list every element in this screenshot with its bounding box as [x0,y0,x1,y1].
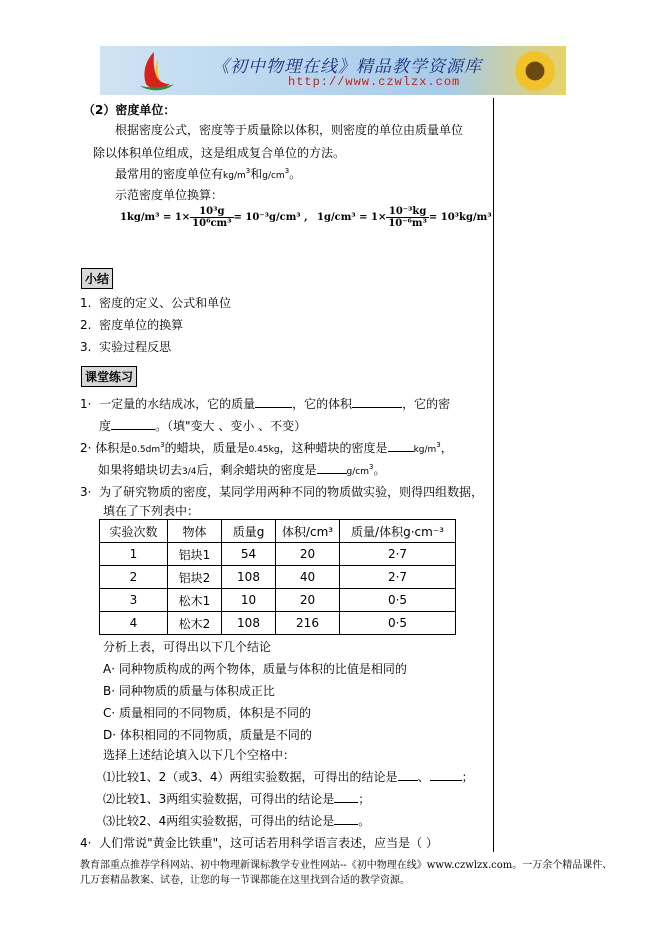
table-cell: 松木1 [168,589,222,612]
practice-tag: 课堂练习 [81,366,137,387]
header-banner [100,46,566,95]
and-text: 和 [250,167,263,181]
q3-line1-text: 为了研究物质的密度，某同学用两种不同的物质做实验，则得四组数据， [99,485,484,499]
q3-option [103,682,275,699]
q2-line2-p1: 如果将蜡块切去 [98,463,183,477]
formula2-fraction [386,206,429,229]
q1-mass-blank[interactable] [255,396,292,408]
table-row [100,589,456,612]
common-units-line [115,165,301,182]
q4-number: 4· [80,836,92,850]
q1-number: 1· [80,397,92,411]
table-header-row [100,520,456,543]
table-header-cell: 质量/体积g·cm⁻³ [340,520,456,543]
q2-unit-g-cm3: g/cm [346,467,369,477]
q3-option-label: C· [103,706,116,720]
q3-option [103,660,407,677]
footer-line2: 几万套精品教案、试卷，让您的每一节课都能在这里找到合适的教学资源。 [80,875,410,886]
common-units-text: 最常用的密度单位有 [115,167,224,181]
experiment-table [99,519,456,635]
q3-option-label: D· [103,728,117,742]
summary-item-num: 2. [80,318,92,332]
formula1-fraction [190,206,233,229]
q1-text-part4: 度 [99,419,112,433]
site-logo-icon [136,50,176,92]
q3-fill-blank[interactable] [398,769,418,781]
table-cell: 40 [276,566,340,589]
summary-item-num: 3. [80,340,92,354]
table-header-cell: 质量g [222,520,276,543]
q3-option-text: 体积相同的不同物质，质量是不同的 [119,728,312,742]
table-cell: 2·7 [340,543,456,566]
formula1-lhs: 1kg/m³ = 1× [120,212,191,223]
summary-item-text: 密度单位的换算 [99,318,184,332]
q3-fill-separator: 、 [417,770,430,784]
question-2-line1 [80,439,453,456]
footer-line1: 教育部重点推荐学科网站、初中物理新课标教学专业性网站--《初中物理在线》www.czwlzx.com。一万余个精品课件、 [80,860,613,871]
table-cell: 0·5 [340,612,456,635]
summary-item [80,338,171,355]
q3-fill-text: ⑴比较1、2（或3、4）两组实验数据，可得出的结论是 [103,770,398,784]
q3-fill-text: ⑵比较1、3两组实验数据，可得出的结论是 [103,792,335,806]
q3-number: 3· [80,485,92,499]
banner-url[interactable]: http://www.czwlzx.com [288,75,461,89]
q1-density-blank[interactable] [111,418,155,430]
q3-fill-end: ； [358,792,371,806]
density-unit-para-line2: 除以体积单位组成，这是组成复合单位的方法。 [93,146,346,160]
table-cell: 2·7 [340,566,456,589]
q1-text-part3: ，它的密 [402,397,451,411]
q2-line2-p2: 后，剩余蜡块的密度是 [196,463,317,477]
q3-fill-blank[interactable] [430,769,462,781]
table-cell: 1 [100,543,168,566]
table-cell: 10 [222,589,276,612]
q4-text: 人们常说"黄金比铁重"，这可话若用科学语言表述，应当是（ ） [99,836,438,850]
table-cell: 54 [222,543,276,566]
period: 。 [289,167,302,181]
q2-volume-value: 0.5dm [131,445,161,455]
q2-unit-g-cm3-sup: 3 [368,463,374,471]
table-cell: 2 [100,566,168,589]
formula2-lhs: 1g/cm³ = 1× [317,212,387,223]
formula2-rhs: = 10³kg/m³ [428,212,492,223]
q3-option [103,704,311,721]
q3-fill-line [103,790,370,807]
question-2-line2 [98,461,385,478]
q2-line2-end: 。 [373,463,386,477]
summary-item-text: 密度的定义、公式和单位 [99,296,232,310]
summary-item-text: 实验过程反思 [99,340,172,354]
table-cell: 216 [276,612,340,635]
demo-conversion-label: 示范密度单位换算： [115,188,224,202]
q2-text-p2: 的蜡块，质量是 [164,441,249,455]
table-cell: 3 [100,589,168,612]
q3-fill-text: ⑶比较2、4两组实验数据，可得出的结论是 [103,814,335,828]
table-cell: 4 [100,612,168,635]
q2-number: 2· [80,441,92,455]
q2-unit-kg-m3: kg/m [413,445,437,455]
formula2-numerator: 10⁻³kg [386,206,429,218]
q3-fill-prompt: 选择上述结论填入以下几个空格中： [103,748,296,762]
q2-text-p1: 体积是 [95,441,132,455]
unit-kg-m3-sup: 3 [245,167,251,175]
formula-kg-m3-to-g-cm3 [120,206,308,229]
q3-fill-blank[interactable] [334,813,358,825]
unit-g-cm3: g/cm [262,171,285,181]
table-header-cell: 实验次数 [100,520,168,543]
q2-text-p3: ，这种蜡块的密度是 [279,441,388,455]
q3-option-text: 同种物质构成的两个物体，质量与体积的比值是相同的 [118,662,407,676]
q2-fraction: 3/4 [182,467,197,477]
banner-title: 《初中物理在线》精品教学资源库 [212,57,482,77]
q3-fill-line [103,768,474,785]
table-cell: 108 [222,566,276,589]
question-3-line1 [80,483,483,500]
table-cell: 铝块1 [168,543,222,566]
question-4 [80,834,438,851]
q3-option-label: A· [103,662,116,676]
table-cell: 0·5 [340,589,456,612]
table-row [100,612,456,635]
table-cell: 20 [276,543,340,566]
q1-text-part1: 一定量的水结成冰，它的质量 [99,397,256,411]
question-1-line2 [99,417,306,434]
formula1-numerator: 10³g [190,206,233,218]
q2-mass-value: 0.45kg [248,445,280,455]
q2-volume-sup: 3 [160,441,165,449]
q3-option-label: B· [103,684,116,698]
q1-volume-blank[interactable] [352,396,402,408]
q2-density-blank[interactable] [388,440,414,452]
q2-unit-kg-m3-sup: 3 [436,441,441,449]
section-heading: （2）密度单位： [83,103,176,117]
table-cell: 20 [276,589,340,612]
margin-rule [493,98,494,852]
q1-text-part2: ，它的体积 [292,397,353,411]
sunflower-icon [512,48,558,94]
q3-fill-line [103,812,370,829]
q3-line2-text: 填在了下列表中： [103,504,200,518]
formula2-denominator: 10⁻⁶m³ [388,218,427,229]
unit-g-cm3-sup: 3 [284,167,290,175]
q2-remaining-density-blank[interactable] [317,462,347,474]
q2-text-p4: ， [440,441,453,455]
formula1-denominator: 10⁶cm³ [192,218,232,229]
q1-text-part5: 。（填"变大 、变小 、不变） [155,419,307,433]
formula1-rhs: = 10⁻³g/cm³ , [233,212,308,223]
q3-option-text: 质量相同的不同物质，体积是不同的 [119,706,312,720]
q3-fill-end: 。 [358,814,371,828]
q3-option [103,726,312,743]
q3-fill-end: ； [461,770,474,784]
summary-item-num: 1. [80,296,92,310]
q3-analyze-text: 分析上表，可得出以下几个结论 [103,640,272,654]
table-header-cell: 物体 [168,520,222,543]
table-row [100,543,456,566]
summary-tag: 小结 [81,268,113,289]
table-header-cell: 体积/cm³ [276,520,340,543]
unit-kg-m3: kg/m [223,171,246,181]
table-row [100,566,456,589]
table-cell: 铝块2 [168,566,222,589]
question-1-line1 [80,395,450,412]
q3-fill-blank[interactable] [334,791,358,803]
q3-option-text: 同种物质的质量与体积成正比 [118,684,275,698]
table-cell: 108 [222,612,276,635]
table-cell: 松木2 [168,612,222,635]
density-unit-para-line1: 根据密度公式，密度等于质量除以体积，则密度的单位由质量单位 [115,123,464,137]
summary-item [80,294,231,311]
summary-item [80,316,183,333]
formula-g-cm3-to-kg-m3 [317,206,492,229]
